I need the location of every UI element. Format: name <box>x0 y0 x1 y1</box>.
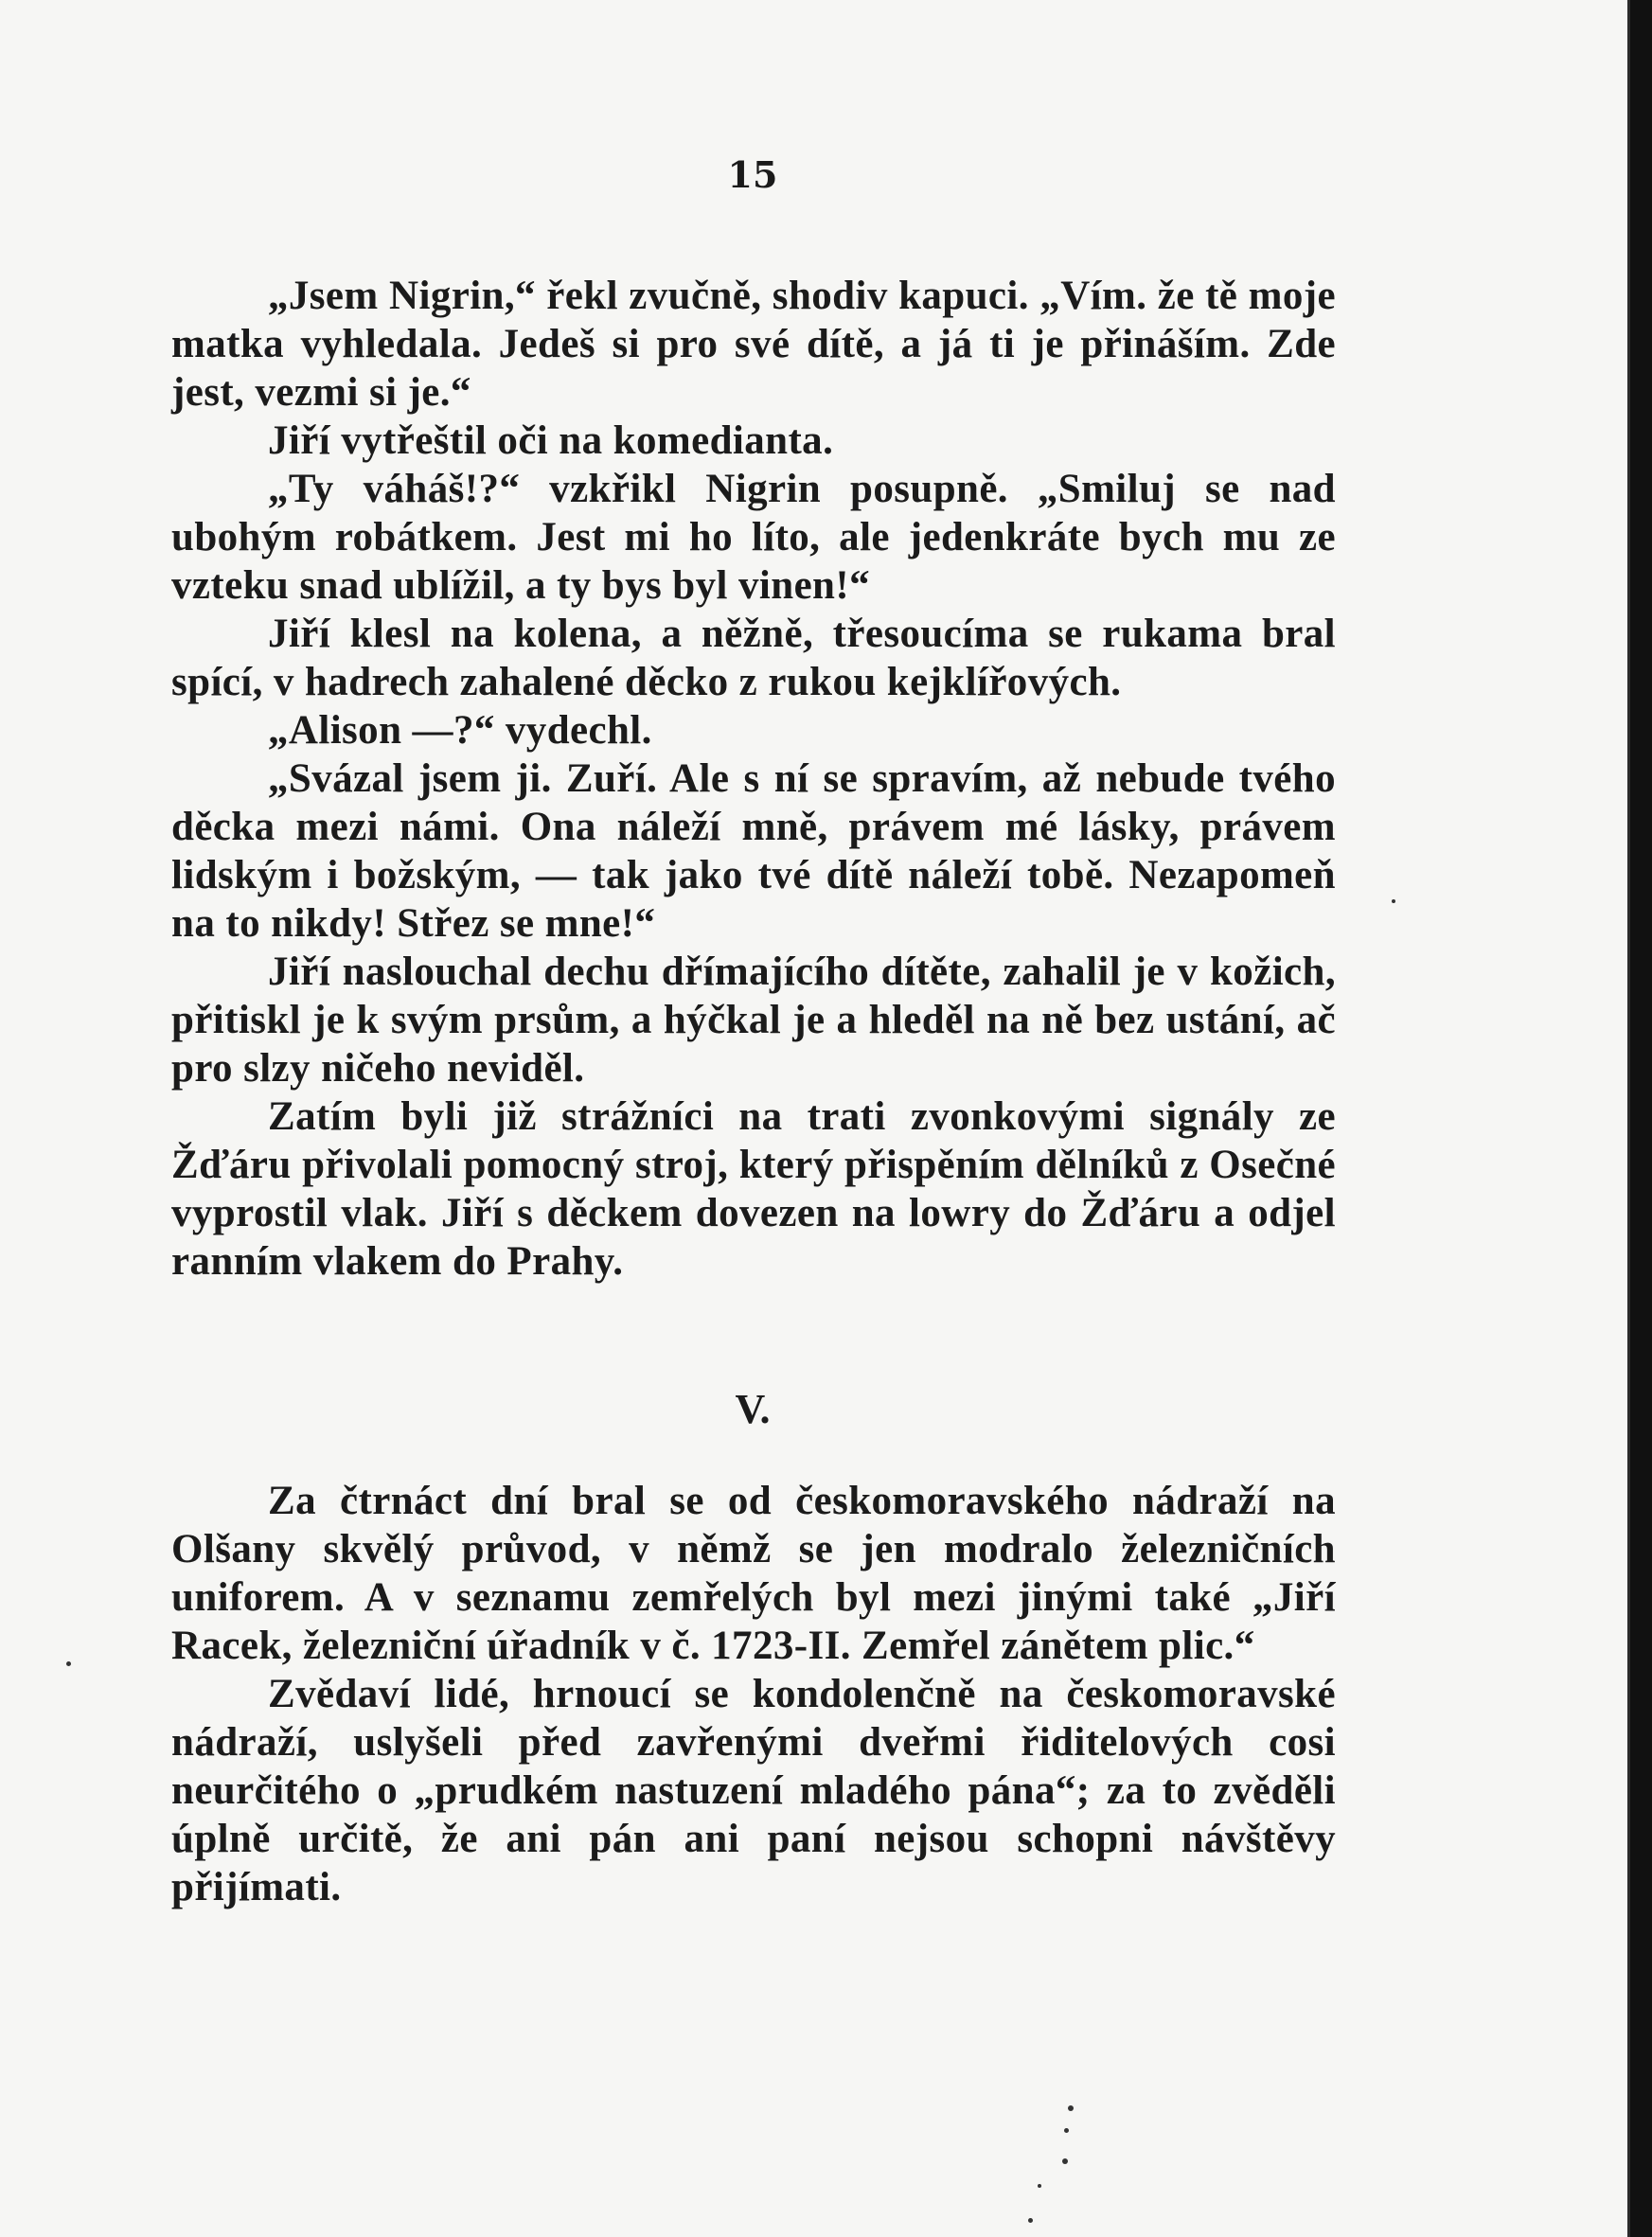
scan-speck <box>1392 899 1395 903</box>
scan-speck <box>1028 2218 1033 2223</box>
scan-speck <box>1068 2105 1074 2111</box>
paragraph: Jiří vytřeštil oči na komedianta. <box>268 418 834 463</box>
paragraph: „Alison —?“ vydechl. <box>268 708 652 753</box>
paragraph: Zvědaví lidé, hrnoucí se kondolenčně na českomoravské nádraží, uslyšeli před zavřenými dveřmi řiditelových cosi neurčitého o „prudkém nastuzení mladého pána“; za to zvěděli úplně určitě, že ani pán ani paní nejsou schopni návštěvy přijímati. <box>171 1672 1336 1909</box>
paragraph: Jiří naslouchal dechu dřímajícího dítěte, zahalil je v kožich, přitiskl je k svým prsům, a hýčkal je a hleděl na ně bez ustání, ač pro slzy ničeho neviděl. <box>171 950 1336 1091</box>
text-section-2 <box>171 1477 1336 1911</box>
chapter-heading: V. <box>735 1386 771 1432</box>
scan-speck <box>1064 2128 1069 2133</box>
page-number: 15 <box>727 153 778 196</box>
paragraph: „Svázal jsem ji. Zuří. Ale s ní se spravím, až nebude tvého děcka mezi námi. Ona náleží mně, právem mé lásky, právem lidským i božským, — tak jako tvé dítě náleží tobě. Nezapomeň na to nikdy! Střez se mne!“ <box>171 756 1336 946</box>
paragraph: Za čtrnáct dní bral se od českomoravského nádraží na Olšany skvělý průvod, v němž se jen modralo železničních uniforem. A v seznamu zemřelých byl mezi jinými také „Jiří Racek, železniční úřadník v č. 1723-II. Zemřel zánětem plic.“ <box>171 1479 1336 1668</box>
text-section-1 <box>171 272 1336 1286</box>
paragraph: Zatím byli již strážníci na trati zvonkovými signály ze Žďáru přivolali pomocný stroj, který přispěním dělníků z Osečné vyprostil vlak. Jiří s děckem dovezen na lowry do Žďáru a odjel ranním vlakem do Prahy. <box>171 1094 1336 1284</box>
scan-speck <box>66 1661 71 1666</box>
paragraph: „Ty váháš!?“ vzkřikl Nigrin posupně. „Smiluj se nad ubohým robátkem. Jest mi ho líto, ale jedenkráte bych mu ze vzteku snad ublížil, a ty bys byl vinen!“ <box>171 467 1336 608</box>
paragraph: „Jsem Nigrin,“ řekl zvučně, shodiv kapuci. „Vím. že tě moje matka vyhledala. Jedeš si pro své dítě, a já ti je přináším. Zde jest, vezmi si je.“ <box>171 274 1336 415</box>
scan-speck <box>1062 2158 1068 2164</box>
paragraph: Jiří klesl na kolena, a něžně, třesoucíma se rukama bral spící, v hadrech zahalené děcko z rukou kejklířových. <box>171 612 1336 704</box>
scan-speck <box>1038 2184 1041 2188</box>
